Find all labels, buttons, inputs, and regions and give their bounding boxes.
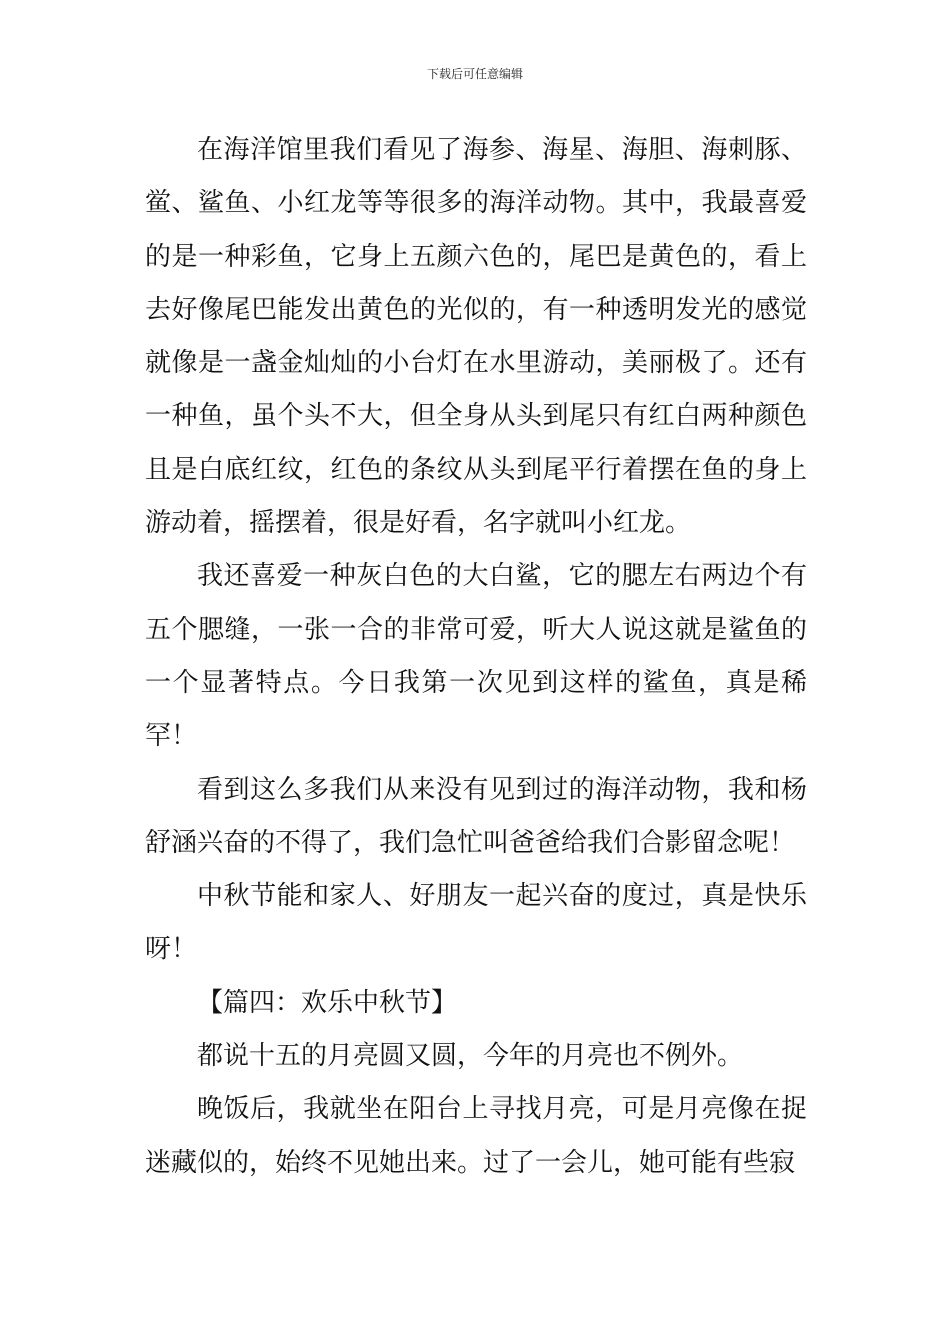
page-header-note: 下载后可任意编辑 (426, 67, 523, 81)
paragraph-aquarium-animals: 在海洋馆里我们看见了海参、海星、海胆、海刺豚、鲎、鲨鱼、小红龙等等很多的海洋动物。其中，我最喜爱的是一种彩鱼，它身上五颜六色的，尾巴是黄色的，看上去好像尾巴能发出黄色的光似的，有一种透明发光的感觉就像是一盏金灿灿的小台灯在水里游动，美丽极了。还有一种鱼，虽个头不大，但全身从头到尾只有红白两种颜色且是白底红纹，红色的条纹从头到尾平行着摆在鱼的身上游动着，摇摆着，很是好看，名字就叫小红龙。 (145, 135, 807, 539)
paragraph-full-moon: 都说十五的月亮圆又圆，今年的月亮也不例外。 (197, 1041, 744, 1072)
paragraph-group-photo: 看到这么多我们从来没有见到过的海洋动物，我和杨舒涵兴奋的不得了，我们急忙叫爸爸给我们合影留念呢！ (145, 774, 807, 858)
paragraph-happy-festival: 中秋节能和家人、好朋友一起兴奋的度过，真是快乐呀！ (145, 881, 807, 965)
section-heading: 【篇四：欢乐中秋节】 (197, 987, 458, 1018)
paragraph-great-white-shark: 我还喜爱一种灰白色的大白鲨，它的腮左右两边个有五个腮缝，一张一合的非常可爱，听大人说这就是鲨鱼的一个显著特点。今日我第一次见到这样的鲨鱼，真是稀罕！ (145, 561, 807, 752)
document-body (145, 124, 807, 1190)
paragraph-balcony-moon: 晚饭后，我就坐在阳台上寻找月亮，可是月亮像在捉迷藏似的，始终不见她出来。过了一会儿，她可能有些寂 (145, 1094, 807, 1178)
